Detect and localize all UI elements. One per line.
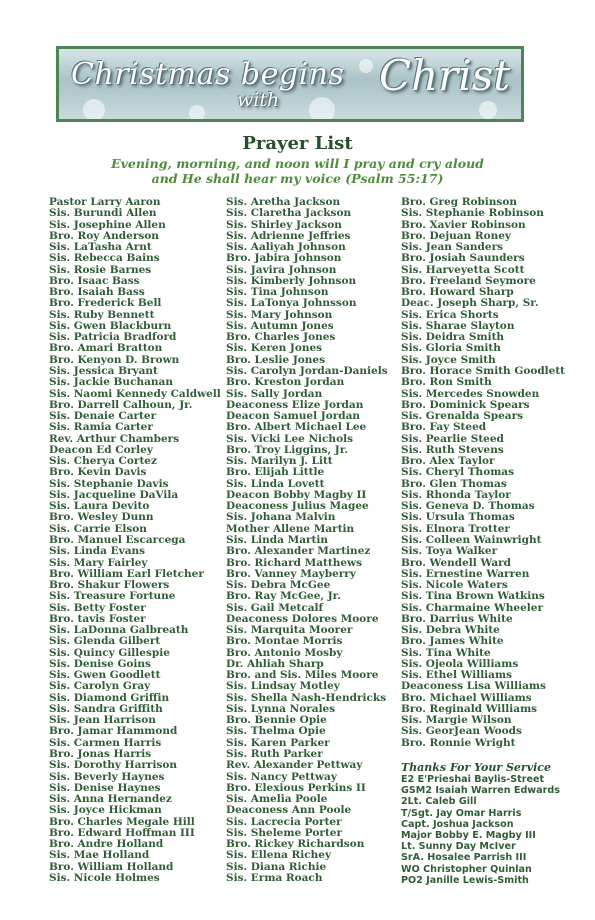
prayer-name: Sis. Ojeola Williams: [401, 657, 519, 670]
prayer-name: Sis. Stephanie Davis: [49, 477, 169, 490]
prayer-name: Sis. Javira Johnson: [226, 263, 337, 276]
prayer-column-2: [226, 197, 388, 884]
verse-line: and He shall hear my voice (Psalm 55:17): [151, 171, 444, 186]
prayer-name: Bro. Manuel Escarcega: [49, 533, 186, 546]
prayer-name: Bro. William Earl Fletcher: [49, 567, 204, 580]
prayer-name: Bro. Alexander Martinez: [226, 545, 371, 558]
prayer-name: Bro. Darrell Calhoun, Jr.: [49, 398, 193, 411]
prayer-name: Sis. Deidra Smith: [401, 331, 505, 344]
prayer-name: Bro. Charles Megale Hill: [49, 815, 195, 828]
prayer-name: Sis. Ethel Williams: [401, 669, 512, 682]
prayer-name: Sis. Jean Sanders: [401, 241, 504, 254]
service-member-name: T/Sgt. Jay Omar Harris: [401, 807, 522, 819]
prayer-name: Bro. Jonas Harris: [49, 748, 152, 761]
prayer-name: Bro. Shakur Flowers: [49, 579, 170, 592]
prayer-name: Sis. Stephanie Robinson: [401, 207, 544, 220]
prayer-name: Bro. Isaac Bass: [49, 274, 140, 287]
prayer-name: Bro. Roy Anderson: [49, 229, 159, 242]
prayer-name: Bro. William Holland: [49, 860, 174, 873]
service-section: [401, 761, 560, 886]
prayer-name: Sis. Diana Richie: [226, 860, 327, 873]
prayer-name: Sis. Thelma Opie: [226, 725, 326, 738]
prayer-name: Sis. Tina White: [401, 646, 491, 659]
prayer-name: Bro. Greg Robinson: [401, 196, 517, 208]
prayer-name: Sis. Gwen Blackburn: [49, 319, 172, 332]
prayer-name: Sis. Jessica Bryant: [49, 364, 158, 377]
prayer-name: Sis. Elnora Trotter: [401, 522, 510, 535]
prayer-name: Sis. Ruth Stevens: [401, 443, 504, 456]
prayer-name: Sis. Nancy Pettway: [226, 770, 337, 783]
prayer-name: Bro. Antonio Mosby: [226, 646, 343, 659]
prayer-name: Bro. Wendell Ward: [401, 556, 511, 569]
prayer-name: Bro. Amari Bratton: [49, 342, 163, 355]
prayer-name: Sis. Denaie Carter: [49, 410, 157, 423]
prayer-name: Sis. Pearlie Steed: [401, 432, 504, 445]
prayer-name: Sis. Ellena Richey: [226, 849, 332, 862]
prayer-name: Bro. Xavier Robinson: [401, 218, 526, 231]
prayer-name: Sis. Carrie Elson: [49, 522, 147, 535]
prayer-name: Rev. Alexander Pettway: [226, 759, 363, 772]
prayer-name: Bro. Darrius White: [401, 612, 513, 625]
prayer-name: Sis. Marilyn J. Litt: [226, 455, 333, 468]
prayer-name: Bro. Elijah Little: [226, 466, 325, 479]
banner-text-christ: Christ: [379, 51, 511, 100]
prayer-name: Sis. Gail Metcalf: [226, 601, 324, 614]
prayer-name: Bro. James White: [401, 635, 504, 648]
prayer-name: Sis. LaTasha Arnt: [49, 241, 152, 254]
prayer-name: Sis. Johana Malvin: [226, 511, 336, 524]
prayer-name: Sis. Ursula Thomas: [401, 511, 515, 524]
prayer-name: Sis. Sandra Griffith: [49, 702, 163, 715]
prayer-name: Bro. tavis Foster: [49, 612, 146, 625]
prayer-name: Sis. Aretha Jackson: [226, 196, 341, 208]
prayer-name: Sis. Amelia Poole: [226, 793, 328, 806]
prayer-name: Bro. Fay Steed: [401, 421, 487, 434]
prayer-name: Bro. Wesley Dunn: [49, 511, 154, 524]
prayer-name: Sis. Toya Walker: [401, 545, 498, 558]
service-member-name: Capt. Joshua Jackson: [401, 818, 514, 830]
prayer-name: Sis. Rosie Barnes: [49, 263, 152, 276]
prayer-name: Sis. Cherya Cortez: [49, 455, 157, 468]
prayer-name: Sis. Kimberly Johnson: [226, 274, 357, 287]
prayer-name: Deaconess Ann Poole: [226, 804, 352, 817]
prayer-name: Sis. Mary Johnson: [226, 308, 333, 321]
prayer-name: Sis. Diamond Griffin: [49, 691, 170, 704]
prayer-name: Sis. Claretha Jackson: [226, 207, 352, 220]
prayer-name: Bro. Isaiah Bass: [49, 286, 145, 299]
prayer-name: Sis. Shella Nash-Hendricks: [226, 691, 387, 704]
prayer-name: Deaconess Dolores Moore: [226, 612, 379, 625]
prayer-name: Sis. Erica Shorts: [401, 308, 499, 321]
prayer-name: Sis. Charmaine Wheeler: [401, 601, 543, 614]
prayer-name: Sis. Ruth Parker: [226, 748, 323, 761]
prayer-name: Bro. Glen Thomas: [401, 477, 507, 490]
snow-bokeh: [83, 99, 105, 121]
prayer-name: Sis. Ruby Bennett: [49, 308, 155, 321]
prayer-name: Sis. Linda Martin: [226, 533, 329, 546]
service-member-name: E2 E'Prieshai Baylis-Street: [401, 774, 545, 785]
prayer-name: Deacon Ed Corley: [49, 443, 153, 456]
service-member-name: SrA. Hosalee Parrish III: [401, 852, 527, 864]
prayer-name: Sis. Adrienne Jeffries: [226, 229, 351, 242]
prayer-name: Sis. Linda Lovett: [226, 477, 325, 490]
prayer-name: Sis. Keren Jones: [226, 342, 323, 355]
prayer-name: Sis. Linda Evans: [49, 545, 146, 558]
service-member-name: GSM2 Isaiah Warren Edwards: [401, 785, 560, 797]
prayer-name: Sis. Rebecca Bains: [49, 252, 160, 265]
verse-line: Evening, morning, and noon will I pray and cry aloud: [111, 156, 484, 171]
prayer-column-1: [49, 197, 221, 884]
prayer-name: Sis. Nicole Holmes: [49, 871, 160, 884]
prayer-name: Sis. Shirley Jackson: [226, 218, 342, 231]
snow-bokeh: [309, 97, 335, 122]
prayer-name: Bro. Ron Smith: [401, 376, 492, 389]
prayer-name: Sis. Burundi Allen: [49, 207, 157, 220]
prayer-name: Sis. Nicole Waters: [401, 579, 508, 592]
prayer-name: Sis. Jackie Buchanan: [49, 376, 173, 389]
service-list: [401, 774, 560, 886]
prayer-name: Sis. Grenalda Spears: [401, 410, 524, 423]
prayer-name: Bro. Reginald Williams: [401, 702, 538, 715]
prayer-name: Sis. Denise Goins: [49, 657, 151, 670]
prayer-name: Sis. Sheleme Porter: [226, 826, 343, 839]
prayer-name: Bro. Horace Smith Goodlett: [401, 364, 566, 377]
prayer-name: Sis. Jacqueline DaVila: [49, 488, 179, 501]
prayer-name: Deaconess Lisa Williams: [401, 680, 546, 693]
prayer-name: Deaconess Julius Magee: [226, 500, 369, 513]
service-member-name: Major Bobby E. Magby III: [401, 829, 536, 841]
service-member-name: 2Lt. Caleb Gill: [401, 796, 477, 808]
prayer-name: Sis. Anna Hernandez: [49, 793, 172, 806]
prayer-name: Sis. LaDonna Galbreath: [49, 624, 189, 637]
prayer-name: Bro. Troy Liggins, Jr.: [226, 443, 348, 456]
prayer-name: Sis. Marquita Moorer: [226, 624, 353, 637]
prayer-name: Deacon Bobby Magby II: [226, 488, 367, 501]
prayer-name: Sis. Colleen Wainwright: [401, 533, 542, 546]
prayer-name: Deaconess Elize Jordan: [226, 398, 364, 411]
snow-bokeh: [479, 101, 497, 119]
prayer-name: Sis. Gwen Goodlett: [49, 669, 161, 682]
prayer-name: Bro. Richard Matthews: [226, 556, 363, 569]
prayer-name: Sis. Erma Roach: [226, 871, 323, 884]
prayer-name: Sis. Quincy Gillespie: [49, 646, 170, 659]
prayer-name: Sis. Glenda Gilbert: [49, 635, 161, 648]
prayer-name: Sis. Tina Brown Watkins: [401, 590, 545, 603]
snow-bokeh: [359, 59, 373, 73]
prayer-name: Bro. Michael Williams: [401, 691, 532, 704]
prayer-name: Sis. Laura Devito: [49, 500, 150, 513]
page-title: Prayer List: [242, 133, 353, 154]
prayer-name: Sis. Denise Haynes: [49, 781, 161, 794]
banner-text-christmas-begins: Christmas begins: [71, 57, 345, 92]
prayer-name: Sis. Harveyetta Scott: [401, 263, 525, 276]
prayer-name: Bro. Bennie Opie: [226, 714, 327, 727]
prayer-name: Bro. Edward Hoffman III: [49, 826, 195, 839]
prayer-name: Sis. Aaliyah Johnson: [226, 241, 346, 254]
prayer-name: Bro. Albert Michael Lee: [226, 421, 367, 434]
prayer-name: Sis. Betty Foster: [49, 601, 146, 614]
prayer-name: Sis. Karen Parker: [226, 736, 330, 749]
prayer-name: Bro. Vanney Mayberry: [226, 567, 356, 580]
prayer-name: Bro. Ronnie Wright: [401, 736, 516, 749]
prayer-name: Bro. Jabira Johnson: [226, 252, 342, 265]
prayer-name: Bro. Charles Jones: [226, 331, 336, 344]
prayer-name: Sis. Jean Harrison: [49, 714, 156, 727]
prayer-name: Sis. Autumn Jones: [226, 319, 334, 332]
scripture-verse: [30, 156, 565, 186]
prayer-name: Bro. Elexious Perkins II: [226, 781, 366, 794]
prayer-name: Sis. Ramia Carter: [49, 421, 153, 434]
prayer-name: Rev. Arthur Chambers: [49, 432, 180, 445]
prayer-name: Bro. Dominick Spears: [401, 398, 530, 411]
prayer-name: Sis. Mercedes Snowden: [401, 387, 540, 400]
service-member-name: WO Christopher Quinlan: [401, 863, 532, 875]
prayer-name: Sis. Dorothy Harrison: [49, 759, 178, 772]
prayer-name: Sis. Gloria Smith: [401, 342, 501, 355]
prayer-name: Sis. Lynna Norales: [226, 702, 336, 715]
prayer-name: Pastor Larry Aaron: [49, 196, 161, 208]
prayer-name: Bro. Josiah Saunders: [401, 252, 525, 265]
prayer-name: Sis. Debra White: [401, 624, 500, 637]
prayer-name: Sis. Mae Holland: [49, 849, 150, 862]
snow-bokeh: [189, 105, 205, 121]
prayer-name: Mother Allene Martin: [226, 522, 355, 535]
prayer-name: Sis. Rhonda Taylor: [401, 488, 511, 501]
prayer-name: Sis. Lacrecia Porter: [226, 815, 342, 828]
prayer-name: Sis. Ernestine Warren: [401, 567, 530, 580]
prayer-name: Bro. Jamar Hammond: [49, 725, 178, 738]
prayer-name: Sis. GeorJean Woods: [401, 725, 522, 738]
service-member-name: Lt. Sunny Day McIver: [401, 841, 516, 853]
prayer-name: Sis. Josephine Allen: [49, 218, 166, 231]
prayer-name: Bro. Alex Taylor: [401, 455, 495, 468]
prayer-name: Sis. Joyce Smith: [401, 353, 496, 366]
prayer-name: Sis. Geneva D. Thomas: [401, 500, 535, 513]
prayer-name: Bro. Montae Morris: [226, 635, 343, 648]
prayer-name: Bro. Freeland Seymore: [401, 274, 536, 287]
prayer-name: Sis. Tina Johnson: [226, 286, 329, 299]
service-heading: Thanks For Your Service: [401, 761, 551, 774]
prayer-name: Sis. Sally Jordan: [226, 387, 323, 400]
prayer-name: Sis. Joyce Hickman: [49, 804, 162, 817]
prayer-name: Bro. Andre Holland: [49, 838, 164, 851]
prayer-name: Bro. Frederick Bell: [49, 297, 162, 310]
prayer-name: Bro. Rickey Richardson: [226, 838, 365, 851]
prayer-name: Sis. LaTonya Johnsson: [226, 297, 357, 310]
prayer-name: Sis. Carolyn Gray: [49, 680, 151, 693]
prayer-name: Deac. Joseph Sharp, Sr.: [401, 297, 539, 310]
prayer-name: Deacon Samuel Jordan: [226, 410, 361, 423]
prayer-name: Bro. Howard Sharp: [401, 286, 514, 299]
prayer-name: Bro. Leslie Jones: [226, 353, 326, 366]
prayer-name: Sis. Mary Fairley: [49, 556, 148, 569]
prayer-name: Sis. Debra McGee: [226, 579, 331, 592]
prayer-name: Bro. Ray McGee, Jr.: [226, 590, 341, 603]
prayer-name: Sis. Margie Wilson: [401, 714, 512, 727]
prayer-name: Bro. Kevin Davis: [49, 466, 147, 479]
prayer-name: Dr. Ahliah Sharp: [226, 657, 324, 670]
prayer-name: Sis. Treasure Fortune: [49, 590, 176, 603]
prayer-name: Sis. Carolyn Jordan-Daniels: [226, 364, 388, 377]
prayer-name: Sis. Sharae Slayton: [401, 319, 515, 332]
prayer-name: Sis. Vicki Lee Nichols: [226, 432, 353, 445]
prayer-name: Bro. Dejuan Roney: [401, 229, 511, 242]
prayer-name: Sis. Carmen Harris: [49, 736, 162, 749]
prayer-name: Bro. Kreston Jordan: [226, 376, 345, 389]
christmas-banner: [56, 46, 524, 122]
prayer-name: Bro. Kenyon D. Brown: [49, 353, 180, 366]
prayer-column-3: [401, 197, 565, 749]
prayer-name: Sis. Beverly Haynes: [49, 770, 165, 783]
prayer-name: Sis. Patricia Bradford: [49, 331, 177, 344]
prayer-name: Bro. and Sis. Miles Moore: [226, 669, 379, 682]
prayer-name: Sis. Naomi Kennedy Caldwell: [49, 387, 221, 400]
service-member-name: PO2 Janille Lewis-Smith: [401, 874, 529, 886]
prayer-name: Sis. Cheryl Thomas: [401, 466, 515, 479]
banner-text-with: with: [237, 89, 280, 111]
prayer-name: Sis. Lindsay Motley: [226, 680, 340, 693]
